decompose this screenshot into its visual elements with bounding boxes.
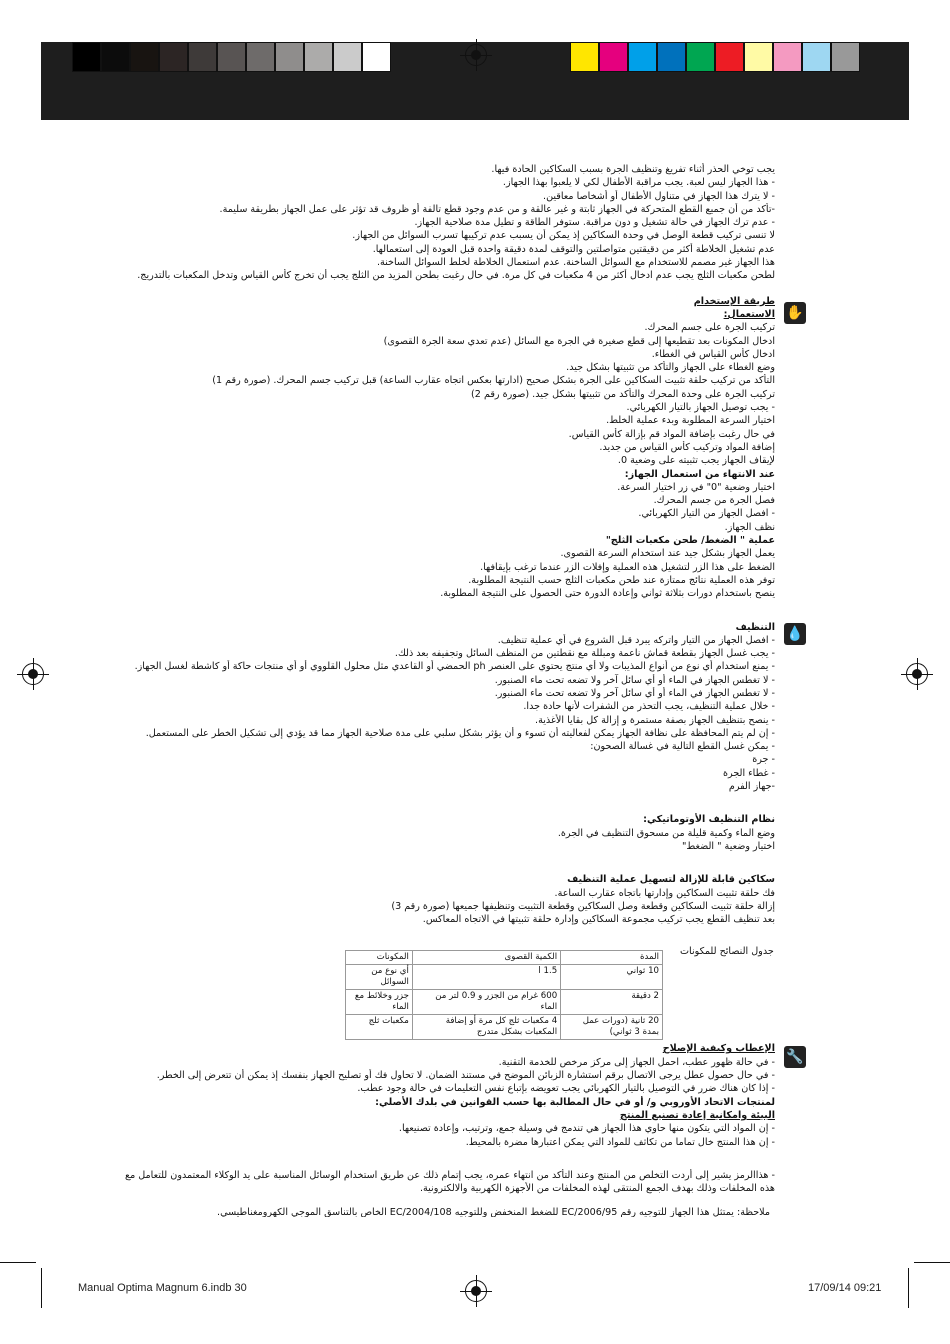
- blades-steps: [120, 887, 775, 927]
- usage-line: التأكد من تركيب حلقة تثبيت السكاكين على الجرة بشكل صحيح (ادارتها بعكس اتجاه عقارب الساعة) قبل تركيب جسم المحرك. (صورة رقم 1): [212, 375, 775, 387]
- repair-steps: [120, 1056, 775, 1096]
- ice-title: عملية " الضغط/ طحن مكعبات الثلج": [605, 535, 775, 547]
- color-swatch: [217, 42, 246, 72]
- end-title: عند الانتهاء من استعمال الجهاز:: [624, 468, 775, 480]
- color-swatch: [130, 42, 159, 72]
- end-line: نظف الجهاز.: [724, 521, 775, 533]
- cleaning-line: - جرة: [752, 754, 775, 766]
- cleaning-line: - ينصح بتنظيف الجهاز بصفة مستمرة و إزالة كل بقايا الأغذية.: [535, 714, 775, 726]
- usage-line: في حال رغبت بإضافة المواد قم بإزالة كأس القياس.: [568, 428, 775, 440]
- manual-body: [120, 163, 775, 1195]
- usage-line: ادخال كأس القياس في الغطاء.: [651, 348, 775, 360]
- repair-line: - في حالة ظهور عطب، احمل الجهاز إلى مركز مرخص للخدمة التقنية.: [498, 1056, 775, 1068]
- env-title: البيئة وامكانية إعادة تصنيع المنتج: [619, 1109, 775, 1121]
- cleaning-steps: [120, 634, 775, 794]
- color-swatch: [159, 42, 188, 72]
- safety-line: هذا الجهاز غير مصمم للاستخدام مع السوائل الساخنة. عدم استعمال الخلاطة لخلط السوائل الساخنة.: [376, 257, 775, 269]
- cleaning-line: -جهاز الفرم: [728, 781, 775, 793]
- table-header-cell: الكمية القصوى: [412, 951, 560, 965]
- usage-line: - يجب توصيل الجهاز بالتيار الكهربائي.: [626, 402, 775, 414]
- symbol-line: - هذاالرمز يشير إلى أردت التخلص من المنتج وعند التأكد من انتهاء عمره، يجب إتمام ذلك عن طريق استخدام الوسائل المناسبة على يد الوكلاء المعتمدون للتعامل مع: [124, 1169, 775, 1181]
- color-swatch: [333, 42, 362, 72]
- tips-table-label: جدول النصائح للمكونات: [680, 946, 774, 957]
- usage-subtitle: الاستعمال:: [723, 308, 775, 320]
- color-swatch: [657, 42, 686, 72]
- color-swatch: [831, 42, 860, 72]
- table-cell: 2 دقيقة: [561, 990, 663, 1015]
- safety-line: - لا يترك هذا الجهاز في متناول الأطفال أو أشخاصا معاقين.: [543, 190, 775, 202]
- trim-mark: [908, 1268, 909, 1308]
- auto-clean-steps: [120, 827, 775, 854]
- repair-title: الإعطاب وكيفية الإصلاح: [662, 1043, 775, 1055]
- eu-title: لمنتجات الاتحاد الأوروبي و/ أو في حال المطالبة بها حسب القوانين في بلدك الأصلي:: [375, 1096, 775, 1108]
- table-cell: مكعبات ثلج: [346, 1015, 413, 1040]
- repair-line: - في حال حصول عطل يرجى الاتصال برقم استشارة الزبائن الموضح في مستند الضمان. لا تحاول فك أو تصليح الجهاز بنفسك إذ يمكن أن تتعرض إلى الخطر.: [156, 1070, 775, 1082]
- color-swatch: [570, 42, 599, 72]
- end-line: - افصل الجهاز من التيار الكهربائي.: [638, 508, 775, 520]
- registration-mark-left-icon: [22, 663, 44, 685]
- color-swatch: [275, 42, 304, 72]
- safety-line: لا تنسى تركيب قطعة الوصل في وحدة السكاكين إذ يمكن أن يسبب عدم تركيبها تسرب السوائل من الجهاز.: [352, 230, 775, 242]
- color-swatch: [72, 42, 101, 72]
- trim-mark: [914, 1262, 950, 1263]
- table-row: [346, 1015, 663, 1040]
- env-line: - إن هذا المنتج خال تماما من تكاثف للمواد التي يمكن اعتبارها مضرة بالمحيط.: [465, 1136, 775, 1148]
- table-cell: 4 مكعبات ثلج كل مرة أو إضافة المكعبات بشكل متدرج: [412, 1015, 560, 1040]
- symbol-note: [120, 1169, 775, 1196]
- color-swatch: [362, 42, 391, 72]
- auto-clean-line: وضع الماء وكمية قليلة من مسحوق التنظيف في الجرة.: [557, 827, 775, 839]
- color-swatch: [599, 42, 628, 72]
- ingredients-tips-table: [345, 950, 663, 1040]
- color-swatch: [686, 42, 715, 72]
- end-line: اختيار وضعية "0" في زر اختيار السرعة.: [617, 481, 775, 493]
- table-header-cell: المكونات: [346, 951, 413, 965]
- trim-mark: [41, 1268, 42, 1308]
- ice-line: يعمل الجهاز بشكل جيد عند استخدام السرعة القصوى.: [560, 548, 775, 560]
- cleaning-line: - خلال عملية التنظيف، يجب التحذر من الشفرات لأنها حادة جدا.: [523, 701, 775, 713]
- table-header-cell: المدة: [561, 951, 663, 965]
- ice-line: الضغط على هذا الزر لتشغيل هذه العملية وإفلات الزر عندما ترغب بإيقافها.: [480, 561, 775, 573]
- table-cell: 1.5 l: [412, 965, 560, 990]
- footer-file: Manual Optima Magnum 6.indb 30: [78, 1282, 247, 1294]
- usage-line: تركيب الجرة على وحدة المحرك والتأكد من تثبيتها بشكل جيد. (صورة رقم 2): [471, 388, 775, 400]
- table-cell: جزر وخلائط مع الماء: [346, 990, 413, 1015]
- registration-mark-bottom-icon: [465, 1280, 487, 1302]
- color-swatch: [744, 42, 773, 72]
- color-swatch: [246, 42, 275, 72]
- blades-line: إزالة حلقة تثبيت السكاكين وقطعة وصل السكاكين وقطعة التثبيت وتنظيفها جميعها (صورة رقم 3): [391, 900, 775, 912]
- auto-clean-title: نظام التنظيف الأوتوماتيكي:: [643, 814, 775, 826]
- safety-line: - هذا الجهاز ليس لعبة. يجب مراقبة الأطفال لكي لا يلعبوا بهذا الجهاز.: [502, 177, 775, 189]
- cleaning-line: - يجب غسل الجهاز بقطعة قماش ناعمة ومبللة مع نقطتين من المنظف السائل وتجفيفه بعد ذلك.: [394, 648, 775, 660]
- cleaning-line: - يمنع استخدام أي نوع من أنواع المذيبات ولا أي منتج يحتوي على العنصر ph الحمضي أو القاعدي مثل محلول القلووي أو أي منتجات حاكة أو كاشطة لغسل الجهاز.: [134, 661, 775, 673]
- safety-line: -تأكد من أن جميع القطع المتحركة في الجهاز ثابتة و غير عالقة و من عدم وجود قطع تالفة أو ظروف قد تؤثر على عمل الجهاز بطريقة سليمة.: [219, 203, 775, 215]
- color-swatch: [773, 42, 802, 72]
- cleaning-line: - يمكن غسل القطع التالية في غسالة الصحون:: [590, 741, 775, 753]
- safety-line: عدم تشغيل الخلاطة أكثر من دقيقتين متواصلتين والتوقف لمدة دقيقة واحدة قبل العودة إلى استعمالها.: [372, 243, 775, 255]
- usage-title: طريقة الإستخدام: [693, 295, 775, 307]
- cleaning-line: - غطاء الجرة: [723, 767, 775, 779]
- color-swatch: [188, 42, 217, 72]
- table-cell: أي نوع من السوائل: [346, 965, 413, 990]
- usage-line: ادخال المكونات بعد تقطيعها إلى قطع صغيرة في الجرة مع السائل (عدم تعدي سعة الجرة القصوى): [383, 335, 775, 347]
- end-line: فصل الجرة من جسم المحرك.: [653, 495, 775, 507]
- table-row: [346, 965, 663, 990]
- usage-line: اختيار السرعة المطلوبة وبدء عملية الخلط.: [606, 415, 775, 427]
- safety-line: - عدم ترك الجهاز في حالة تشغيل و دون مراقبة. ستوفر الطاقة و تطيل مدة صلاحية الجهاز.: [414, 217, 775, 229]
- table-row: [346, 990, 663, 1015]
- color-swatches: [570, 42, 860, 72]
- cleaning-line: - لا تغطس الجهاز في الماء أو أي سائل آخر ولا تضعه تحت ماء الصنبور.: [494, 674, 775, 686]
- repair-line: - إذا كان هناك ضرر في التوصيل بالتيار الكهربائي يجب تعويضه بإتباع نفس التعليمات في حالة وجود عطب.: [357, 1083, 775, 1095]
- color-swatch: [628, 42, 657, 72]
- safety-line: يجب توخي الحذر أثناء تفريغ وتنظيف الجرة بسبب السكاكين الحادة فيها.: [491, 164, 775, 175]
- hand-icon: ✋: [784, 302, 806, 324]
- footer-date: 17/09/14 09:21: [808, 1282, 882, 1294]
- table-cell: 20 ثانية (دورات عمل بمدة 3 ثواني): [561, 1015, 663, 1040]
- usage-line: تركيب الجرة على جسم المحرك.: [644, 322, 775, 334]
- ice-line: ينصح باستخدام دورات بثلاثة ثواني وإعادة الدورة حتى الحصول على النتيجة المطلوبة.: [440, 588, 775, 600]
- color-swatch: [802, 42, 831, 72]
- cleaning-title: التنظيف: [735, 621, 775, 633]
- ice-line: توفر هذه العملية نتائج ممتازة عند طحن مكعبات الثلج حسب النتيجة المطلوبة.: [468, 574, 775, 586]
- color-swatch: [715, 42, 744, 72]
- symbol-line: هذه المخلفات وذلك بهدف الجمع المنتقى لهذه المخلفات من الأجهزة الكهربية والالكترونية.: [419, 1183, 775, 1195]
- blades-line: فك حلقة تثبيت السكاكين وإدارتها باتجاه عقارب الساعة.: [554, 887, 775, 899]
- color-swatch: [101, 42, 130, 72]
- env-steps: [120, 1122, 775, 1149]
- wrench-icon: 🔧: [784, 1046, 806, 1068]
- usage-steps: [120, 321, 775, 467]
- registration-mark-right-icon: [906, 663, 928, 685]
- ice-steps: [120, 547, 775, 600]
- safety-line: لطحن مكعبات الثلج يجب عدم ادخال أكثر من 4 مكعبات في كل مرة. في حال رغبت بطحن المزيد من الثلج يجب أن تخرج كأس القياس وتدخل المكعبات بالتدريج.: [137, 270, 775, 282]
- blades-title: سكاكين قابلة للإزالة لتسهيل عملية التنظيف: [567, 874, 775, 886]
- table-cell: 10 ثواني: [561, 965, 663, 990]
- env-line: - إن المواد التي يتكون منها حاوي هذا الجهاز هي تندمج في وسيلة جمع، وترتيب، وإعادة تصنيعها.: [398, 1123, 775, 1135]
- registration-mark-top-icon: [465, 44, 487, 66]
- color-swatch: [304, 42, 333, 72]
- auto-clean-line: اختيار وضعية " الضغط": [681, 840, 775, 852]
- cleaning-line: - لا تغطس الجهاز في الماء أو أي سائل آخر ولا تضعه تحت ماء الصنبور.: [494, 687, 775, 699]
- safety-section: [120, 163, 775, 283]
- compliance-note-cut: ملاحظة: يمتثل هذا الجهاز للتوجيه رقم EC/2006/95 للضغط المنخفض وللتوجيه EC/2004/108 الخاص بالتناسق الموجي الكهرومغناطيسي.: [217, 1207, 770, 1217]
- blades-line: بعد تنظيف القطع يجب تركيب مجموعة السكاكين وإدارة حلقة تثبيتها في الاتجاه المعاكس.: [422, 914, 775, 926]
- end-steps: [120, 481, 775, 534]
- grayscale-swatches: [72, 42, 391, 72]
- cleaning-line: - إن لم يتم المحافظة على نظافة الجهاز يمكن لفعاليته أن تسوء و أن يؤثر بشكل سلبي على مدة صلاحية الجهاز مما قد يؤدي إلى تشكيل الخطر على المستعمل.: [145, 727, 775, 739]
- usage-line: وضع الغطاء على الجهاز والتأكد من تثبيتها بشكل جيد.: [566, 362, 775, 374]
- trim-mark: [0, 1262, 36, 1263]
- cleaning-line: - افصل الجهاز من التيار واتركه يبرد قبل الشروع في أي عملية تنظيف.: [497, 634, 775, 646]
- table-cell: 600 غرام من الجزر و 0.9 لتر من الماء: [412, 990, 560, 1015]
- water-drop-icon: 💧: [784, 623, 806, 645]
- usage-line: لإيقاف الجهاز يجب تثبيته على وضعية 0.: [617, 455, 775, 467]
- usage-line: إضافة المواد وتركيب كأس القياس من جديد.: [599, 441, 775, 453]
